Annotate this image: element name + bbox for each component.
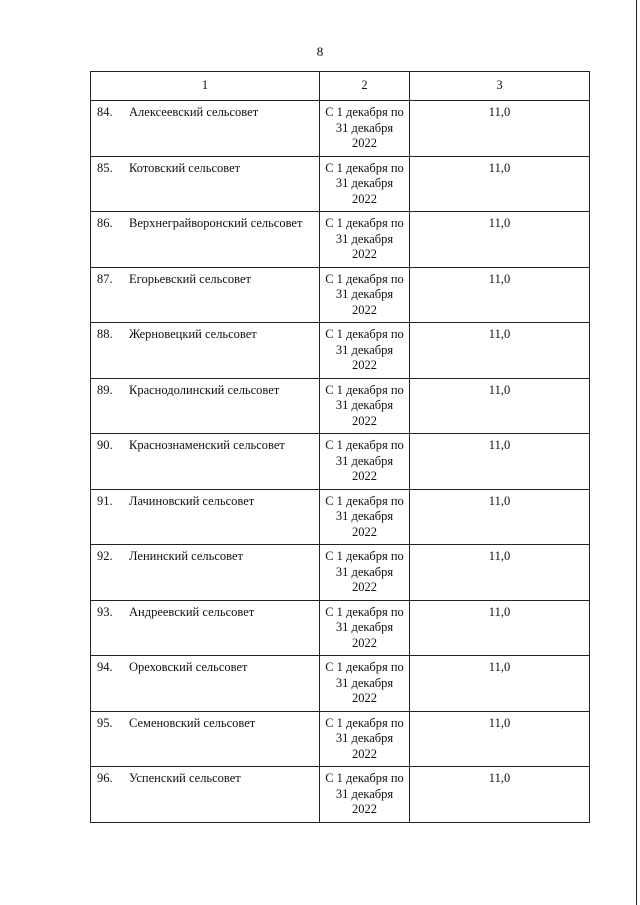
settlement-cell <box>91 156 320 212</box>
period-text-line: С 1 декабря по <box>325 438 404 452</box>
period-text-line: 2022 <box>352 136 377 150</box>
period-cell <box>320 489 410 545</box>
period-text-line: 31 декабря <box>335 398 394 412</box>
row-number: 89. <box>97 382 113 397</box>
period-cell <box>320 323 410 379</box>
value-cell: 11,0 <box>410 545 590 601</box>
settlement-name: Лачиновский сельсовет <box>129 493 255 508</box>
period-text-line: 2022 <box>352 691 377 705</box>
row-number: 86. <box>97 216 113 230</box>
period-cell <box>320 600 410 656</box>
table-row <box>91 378 590 434</box>
settlement-cell <box>91 600 320 656</box>
row-number: 84. <box>97 105 113 119</box>
period-text-line: 31 декабря <box>335 675 394 690</box>
period-text-line: 31 декабря <box>335 786 394 801</box>
period-text-line: 31 декабря <box>335 564 394 579</box>
settlement-name: Верхнеграйворонский сельсовет <box>129 216 303 230</box>
settlement-cell <box>91 767 320 823</box>
period-cell <box>320 267 410 323</box>
period-text-line: 2022 <box>352 746 377 761</box>
settlement-name: Котовский сельсовет <box>129 160 241 175</box>
row-number: 92. <box>97 549 113 563</box>
row-number: 94. <box>97 660 113 674</box>
period-cell <box>320 212 410 268</box>
value-cell: 11,0 <box>410 212 590 268</box>
period-text-line: 2022 <box>352 191 377 206</box>
settlement-name: Ленинский сельсовет <box>129 549 243 563</box>
table-row <box>91 212 590 268</box>
row-number: 91. <box>97 493 113 508</box>
settlement-cell <box>91 378 320 434</box>
settlement-name: Егорьевский сельсовет <box>129 271 251 286</box>
table-row <box>91 545 590 601</box>
value-cell: 11,0 <box>410 489 590 545</box>
settlement-name: Ореховский сельсовет <box>129 660 248 674</box>
period-text-line: С 1 декабря по <box>325 160 404 175</box>
period-text-line: 2022 <box>352 302 377 317</box>
table-row <box>91 767 590 823</box>
period-text-line: С 1 декабря по <box>325 216 404 230</box>
period-text-line: 31 декабря <box>335 453 394 468</box>
settlement-cell <box>91 323 320 379</box>
row-number: 88. <box>97 327 113 341</box>
period-text-line: С 1 декабря по <box>325 382 404 397</box>
table-row <box>91 156 590 212</box>
settlement-cell <box>91 434 320 490</box>
settlement-cell <box>91 545 320 601</box>
settlement-name: Краснознаменский сельсовет <box>129 438 285 452</box>
period-text-line: 2022 <box>352 358 377 372</box>
table-row <box>91 323 590 379</box>
period-cell <box>320 656 410 712</box>
period-text-line: 31 декабря <box>335 731 394 745</box>
row-number: 90. <box>97 438 113 452</box>
period-text-line: С 1 декабря по <box>325 493 404 508</box>
period-text-line: 2022 <box>352 580 377 594</box>
period-text-line: 31 декабря <box>335 620 394 634</box>
settlement-cell <box>91 101 320 157</box>
period-text-line: 31 декабря <box>335 120 394 135</box>
settlement-cell <box>91 711 320 767</box>
settlement-name: Краснодолинский сельсовет <box>129 382 280 397</box>
table-row <box>91 711 590 767</box>
value-cell: 11,0 <box>410 656 590 712</box>
settlement-name: Жерновецкий сельсовет <box>129 327 257 341</box>
table-row <box>91 267 590 323</box>
settlement-cell <box>91 212 320 268</box>
column-header-3: 3 <box>410 72 590 101</box>
period-text-line: 2022 <box>352 635 377 650</box>
value-cell: 11,0 <box>410 434 590 490</box>
table-body <box>91 101 590 823</box>
table-header-row <box>91 72 590 101</box>
value-cell: 11,0 <box>410 711 590 767</box>
column-header-1: 1 <box>91 72 320 101</box>
row-number: 96. <box>97 771 113 785</box>
value-cell: 11,0 <box>410 323 590 379</box>
period-cell <box>320 711 410 767</box>
period-text-line: 31 декабря <box>335 342 394 357</box>
value-cell: 11,0 <box>410 267 590 323</box>
period-text-line: С 1 декабря по <box>325 105 404 119</box>
period-cell <box>320 545 410 601</box>
row-number: 95. <box>97 715 113 730</box>
table-row <box>91 101 590 157</box>
settlement-cell <box>91 656 320 712</box>
period-text-line: С 1 декабря по <box>325 715 404 730</box>
table-row <box>91 489 590 545</box>
period-text-line: 31 декабря <box>335 231 394 246</box>
settlement-name: Андреевский сельсовет <box>129 604 255 619</box>
period-text-line: С 1 декабря по <box>325 327 404 341</box>
table-row <box>91 656 590 712</box>
settlement-name: Успенский сельсовет <box>129 771 241 785</box>
row-number: 85. <box>97 160 113 175</box>
period-text-line: С 1 декабря по <box>325 660 404 674</box>
row-number: 87. <box>97 271 113 286</box>
settlement-cell <box>91 267 320 323</box>
period-text-line: 31 декабря <box>335 176 394 190</box>
settlement-cell <box>91 489 320 545</box>
period-cell <box>320 767 410 823</box>
table-row <box>91 600 590 656</box>
value-cell: 11,0 <box>410 156 590 212</box>
period-text-line: 2022 <box>352 802 377 816</box>
data-table <box>90 71 590 823</box>
period-text-line: С 1 декабря по <box>325 271 404 286</box>
value-cell: 11,0 <box>410 101 590 157</box>
period-text-line: С 1 декабря по <box>325 549 404 563</box>
period-cell <box>320 101 410 157</box>
period-text-line: 2022 <box>352 247 377 261</box>
page-number: 8 <box>316 44 324 59</box>
page-border-line <box>636 0 637 905</box>
table-row <box>91 434 590 490</box>
period-cell <box>320 378 410 434</box>
value-cell: 11,0 <box>410 378 590 434</box>
column-header-2: 2 <box>320 72 410 101</box>
period-text-line: 2022 <box>352 413 377 428</box>
settlement-name: Семеновский сельсовет <box>129 715 256 730</box>
value-cell: 11,0 <box>410 600 590 656</box>
period-text-line: 2022 <box>352 469 377 483</box>
period-text-line: 2022 <box>352 524 377 539</box>
period-cell <box>320 156 410 212</box>
row-number: 93. <box>97 604 113 619</box>
value-cell: 11,0 <box>410 767 590 823</box>
period-text-line: С 1 декабря по <box>325 604 404 619</box>
period-text-line: С 1 декабря по <box>325 771 404 785</box>
period-text-line: 31 декабря <box>335 509 394 523</box>
period-text-line: 31 декабря <box>335 287 394 301</box>
settlement-name: Алексеевский сельсовет <box>129 105 259 119</box>
period-cell <box>320 434 410 490</box>
